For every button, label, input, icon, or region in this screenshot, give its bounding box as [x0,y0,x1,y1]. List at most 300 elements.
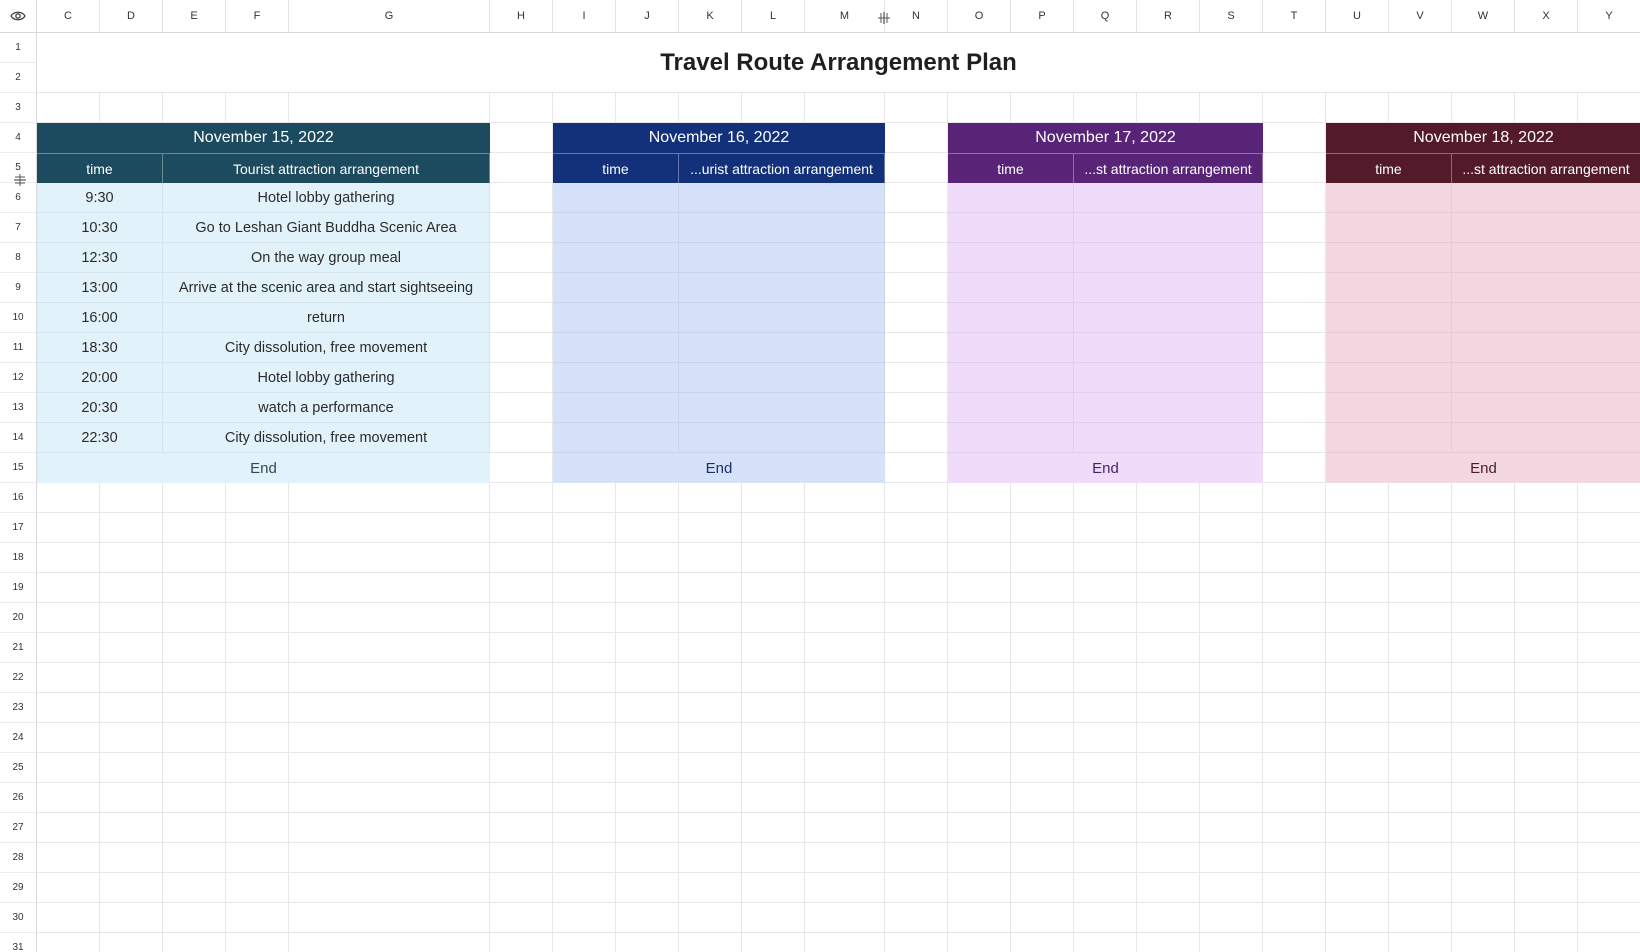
schedule-activity-cell[interactable] [679,333,885,363]
grid-cell[interactable] [490,333,553,363]
grid-cell[interactable] [490,423,553,453]
grid-cell[interactable] [553,933,616,952]
grid-cell[interactable] [1578,543,1640,573]
grid-cell[interactable] [1011,693,1074,723]
grid-cell[interactable] [1200,843,1263,873]
grid-cell[interactable] [1389,633,1452,663]
grid-cell[interactable] [885,513,948,543]
grid-cell[interactable] [1452,573,1515,603]
schedule-activity-cell[interactable]: On the way group meal [163,243,490,273]
schedule-time-cell[interactable] [948,273,1074,303]
grid-cell[interactable] [1263,273,1326,303]
grid-cell[interactable] [37,573,100,603]
schedule-time-cell[interactable] [553,363,679,393]
grid-cell[interactable] [742,933,805,952]
grid-cell[interactable] [1011,903,1074,933]
grid-cell[interactable] [490,723,553,753]
grid-cell[interactable] [37,93,100,123]
grid-cell[interactable] [1263,123,1326,153]
grid-cell[interactable] [553,513,616,543]
schedule-activity-cell[interactable] [1074,183,1263,213]
grid-cell[interactable] [1326,543,1389,573]
day-date-header[interactable]: November 18, 2022 [1326,123,1640,153]
grid-cell[interactable] [1389,903,1452,933]
schedule-time-cell[interactable] [1326,363,1452,393]
grid-cell[interactable] [1011,933,1074,952]
column-header-r[interactable]: R [1137,0,1200,33]
grid-cell[interactable] [226,873,289,903]
grid-cell[interactable] [226,783,289,813]
grid-cell[interactable] [948,813,1011,843]
grid-cell[interactable] [100,903,163,933]
grid-cell[interactable] [1074,813,1137,843]
grid-cell[interactable] [1389,873,1452,903]
schedule-activity-cell[interactable] [1452,423,1640,453]
grid-cell[interactable] [1200,513,1263,543]
grid-cell[interactable] [100,933,163,952]
grid-cell[interactable] [289,543,490,573]
grid-cell[interactable] [1137,903,1200,933]
grid-cell[interactable] [1326,573,1389,603]
grid-cell[interactable] [1326,843,1389,873]
schedule-time-cell[interactable] [1326,213,1452,243]
grid-cell[interactable] [948,543,1011,573]
grid-cell[interactable] [1452,753,1515,783]
row-header-18[interactable]: 18 [0,543,37,573]
activity-column-header[interactable]: ...urist attraction arrangement [679,153,885,183]
schedule-time-cell[interactable] [553,423,679,453]
grid-cell[interactable] [1515,723,1578,753]
grid-cell[interactable] [1263,183,1326,213]
grid-cell[interactable] [742,93,805,123]
grid-cell[interactable] [616,843,679,873]
row-header-21[interactable]: 21 [0,633,37,663]
grid-cell[interactable] [742,843,805,873]
grid-cell[interactable] [1452,513,1515,543]
schedule-time-cell[interactable]: 13:00 [37,273,163,303]
grid-cell[interactable] [100,753,163,783]
grid-cell[interactable] [679,903,742,933]
row-header-31[interactable]: 31 [0,933,37,952]
grid-cell[interactable] [742,633,805,663]
grid-cell[interactable] [885,183,948,213]
grid-cell[interactable] [1011,573,1074,603]
eye-icon[interactable] [10,10,26,22]
grid-cell[interactable] [805,933,885,952]
grid-cell[interactable] [37,693,100,723]
grid-cell[interactable] [1389,843,1452,873]
grid-cell[interactable] [1074,633,1137,663]
grid-cell[interactable] [616,603,679,633]
grid-cell[interactable] [490,513,553,543]
schedule-time-cell[interactable] [948,333,1074,363]
grid-cell[interactable] [490,483,553,513]
grid-cell[interactable] [948,633,1011,663]
row-header-13[interactable]: 13 [0,393,37,423]
grid-cell[interactable] [1452,903,1515,933]
grid-cell[interactable] [1137,933,1200,952]
grid-cell[interactable] [1137,843,1200,873]
grid-cell[interactable] [885,363,948,393]
grid-cell[interactable] [885,903,948,933]
grid-cell[interactable] [100,633,163,663]
grid-cell[interactable] [163,513,226,543]
grid-cell[interactable] [37,873,100,903]
grid-cell[interactable] [289,603,490,633]
schedule-time-cell[interactable]: 12:30 [37,243,163,273]
schedule-activity-cell[interactable] [1452,363,1640,393]
grid-cell[interactable] [805,693,885,723]
grid-cell[interactable] [885,453,948,483]
grid-cell[interactable] [885,213,948,243]
grid-cell[interactable] [1200,663,1263,693]
grid-cell[interactable] [1389,723,1452,753]
column-resize-icon[interactable] [877,11,891,27]
grid-cell[interactable] [1326,93,1389,123]
grid-cell[interactable] [1515,93,1578,123]
schedule-activity-cell[interactable] [1074,363,1263,393]
column-header-d[interactable]: D [100,0,163,33]
grid-cell[interactable] [226,633,289,663]
grid-cell[interactable] [1011,543,1074,573]
time-column-header[interactable]: time [37,153,163,183]
grid-cell[interactable] [1200,573,1263,603]
schedule-activity-cell[interactable] [1074,213,1263,243]
grid-cell[interactable] [490,573,553,603]
grid-cell[interactable] [1578,903,1640,933]
grid-cell[interactable] [226,933,289,952]
grid-cell[interactable] [1515,483,1578,513]
grid-cell[interactable] [100,783,163,813]
grid-cell[interactable] [1137,873,1200,903]
grid-cell[interactable] [742,573,805,603]
grid-cell[interactable] [1326,903,1389,933]
grid-cell[interactable] [1326,693,1389,723]
grid-cell[interactable] [679,843,742,873]
grid-cell[interactable] [1515,783,1578,813]
grid-cell[interactable] [1452,483,1515,513]
row-header-1[interactable]: 1 [0,33,37,63]
grid-cell[interactable] [1263,723,1326,753]
grid-cell[interactable] [1263,363,1326,393]
grid-cell[interactable] [1326,633,1389,663]
grid-cell[interactable] [163,483,226,513]
grid-cell[interactable] [490,693,553,723]
grid-cell[interactable] [1515,663,1578,693]
grid-cell[interactable] [37,843,100,873]
grid-cell[interactable] [553,903,616,933]
grid-cell[interactable] [163,603,226,633]
grid-cell[interactable] [948,483,1011,513]
schedule-activity-cell[interactable] [679,183,885,213]
grid-cell[interactable] [490,873,553,903]
grid-cell[interactable] [1137,543,1200,573]
grid-cell[interactable] [885,633,948,663]
grid-cell[interactable] [553,483,616,513]
grid-cell[interactable] [1389,573,1452,603]
grid-cell[interactable] [1200,873,1263,903]
grid-cell[interactable] [163,633,226,663]
row-header-7[interactable]: 7 [0,213,37,243]
grid-cell[interactable] [742,783,805,813]
schedule-time-cell[interactable] [1326,273,1452,303]
grid-cell[interactable] [1326,723,1389,753]
column-header-p[interactable]: P [1011,0,1074,33]
grid-cell[interactable] [163,933,226,952]
grid-cell[interactable] [885,423,948,453]
grid-cell[interactable] [1515,753,1578,783]
grid-cell[interactable] [1074,723,1137,753]
row-header-17[interactable]: 17 [0,513,37,543]
row-header-28[interactable]: 28 [0,843,37,873]
grid-cell[interactable] [289,843,490,873]
schedule-activity-cell[interactable] [679,273,885,303]
grid-cell[interactable] [289,783,490,813]
grid-cell[interactable] [948,933,1011,952]
grid-cell[interactable] [885,873,948,903]
schedule-time-cell[interactable] [948,303,1074,333]
grid-cell[interactable] [100,543,163,573]
row-header-20[interactable]: 20 [0,603,37,633]
schedule-time-cell[interactable] [948,183,1074,213]
grid-cell[interactable] [1389,663,1452,693]
grid-cell[interactable] [948,843,1011,873]
schedule-activity-cell[interactable] [679,393,885,423]
grid-cell[interactable] [885,933,948,952]
grid-cell[interactable] [742,903,805,933]
grid-cell[interactable] [100,663,163,693]
schedule-activity-cell[interactable] [1452,183,1640,213]
grid-cell[interactable] [1578,603,1640,633]
grid-cell[interactable] [226,483,289,513]
grid-cell[interactable] [1263,303,1326,333]
grid-cell[interactable] [742,723,805,753]
schedule-activity-cell[interactable] [1074,243,1263,273]
grid-cell[interactable] [1011,783,1074,813]
grid-cell[interactable] [1389,93,1452,123]
column-header-k[interactable]: K [679,0,742,33]
grid-cell[interactable] [1326,753,1389,783]
select-all-corner[interactable] [0,0,37,33]
grid-cell[interactable] [490,93,553,123]
column-header-h[interactable]: H [490,0,553,33]
schedule-activity-cell[interactable]: Hotel lobby gathering [163,183,490,213]
grid-cell[interactable] [289,663,490,693]
grid-cell[interactable] [490,543,553,573]
grid-cell[interactable] [553,813,616,843]
schedule-time-cell[interactable] [948,213,1074,243]
grid-cell[interactable] [1137,813,1200,843]
grid-cell[interactable] [1074,933,1137,952]
schedule-time-cell[interactable] [553,243,679,273]
schedule-time-cell[interactable] [553,333,679,363]
grid-cell[interactable] [1578,573,1640,603]
row-header-2[interactable]: 2 [0,63,37,93]
grid-cell[interactable] [1137,573,1200,603]
grid-cell[interactable] [1452,693,1515,723]
grid-cell[interactable] [490,123,553,153]
grid-cell[interactable] [948,873,1011,903]
grid-cell[interactable] [948,903,1011,933]
grid-cell[interactable] [1137,753,1200,783]
grid-cell[interactable] [490,783,553,813]
schedule-time-cell[interactable] [553,393,679,423]
grid-cell[interactable] [742,603,805,633]
grid-cell[interactable] [490,603,553,633]
grid-cell[interactable] [163,573,226,603]
grid-cell[interactable] [1074,603,1137,633]
grid-cell[interactable] [1074,573,1137,603]
grid-cell[interactable] [163,693,226,723]
grid-cell[interactable] [37,813,100,843]
grid-cell[interactable] [679,573,742,603]
grid-cell[interactable] [885,783,948,813]
grid-cell[interactable] [490,243,553,273]
grid-cell[interactable] [1137,513,1200,543]
grid-cell[interactable] [490,453,553,483]
grid-cell[interactable] [1389,693,1452,723]
grid-cell[interactable] [1263,663,1326,693]
grid-cell[interactable] [289,573,490,603]
grid-cell[interactable] [1011,603,1074,633]
grid-cell[interactable] [490,363,553,393]
grid-cell[interactable] [1515,573,1578,603]
day-end-row[interactable]: End [37,453,490,483]
grid-cell[interactable] [490,213,553,243]
grid-cell[interactable] [1263,603,1326,633]
grid-cell[interactable] [1011,483,1074,513]
sheet-title[interactable]: Travel Route Arrangement Plan [37,33,1640,93]
grid-cell[interactable] [163,873,226,903]
grid-cell[interactable] [616,573,679,603]
column-header-u[interactable]: U [1326,0,1389,33]
grid-cell[interactable] [885,693,948,723]
grid-cell[interactable] [1074,843,1137,873]
row-header-26[interactable]: 26 [0,783,37,813]
column-header-c[interactable]: C [37,0,100,33]
grid-cell[interactable] [37,603,100,633]
schedule-time-cell[interactable] [553,213,679,243]
grid-cell[interactable] [1137,93,1200,123]
grid-cell[interactable] [616,543,679,573]
grid-cell[interactable] [1074,663,1137,693]
schedule-activity-cell[interactable] [1074,303,1263,333]
grid-cell[interactable] [805,813,885,843]
grid-cell[interactable] [679,633,742,663]
grid-cell[interactable] [490,153,553,183]
grid-cell[interactable] [1326,603,1389,633]
grid-cell[interactable] [553,573,616,603]
grid-cell[interactable] [679,693,742,723]
grid-cell[interactable] [1578,513,1640,543]
grid-cell[interactable] [616,663,679,693]
grid-cell[interactable] [1263,933,1326,952]
schedule-activity-cell[interactable] [1074,273,1263,303]
grid-cell[interactable] [1515,513,1578,543]
time-column-header[interactable]: time [1326,153,1452,183]
grid-cell[interactable] [679,543,742,573]
grid-cell[interactable] [948,573,1011,603]
grid-cell[interactable] [226,513,289,543]
grid-cell[interactable] [289,933,490,952]
grid-cell[interactable] [1263,873,1326,903]
grid-cell[interactable] [616,513,679,543]
grid-cell[interactable] [163,93,226,123]
row-header-29[interactable]: 29 [0,873,37,903]
grid-cell[interactable] [1326,483,1389,513]
grid-cell[interactable] [1011,753,1074,783]
row-header-4[interactable]: 4 [0,123,37,153]
schedule-activity-cell[interactable]: Arrive at the scenic area and start sightseeing [163,273,490,303]
grid-cell[interactable] [1074,753,1137,783]
grid-cell[interactable] [1578,933,1640,952]
grid-cell[interactable] [226,813,289,843]
grid-cell[interactable] [289,693,490,723]
grid-cell[interactable] [1263,213,1326,243]
grid-cell[interactable] [490,903,553,933]
grid-cell[interactable] [1137,633,1200,663]
grid-cell[interactable] [163,723,226,753]
grid-cell[interactable] [1263,453,1326,483]
grid-cell[interactable] [742,513,805,543]
grid-cell[interactable] [1263,93,1326,123]
grid-cell[interactable] [100,693,163,723]
grid-cell[interactable] [1074,483,1137,513]
schedule-time-cell[interactable] [1326,423,1452,453]
schedule-activity-cell[interactable] [679,423,885,453]
grid-cell[interactable] [616,633,679,663]
column-header-s[interactable]: S [1200,0,1263,33]
schedule-activity-cell[interactable] [1074,423,1263,453]
schedule-time-cell[interactable] [1326,303,1452,333]
column-header-n[interactable]: N [885,0,948,33]
column-header-w[interactable]: W [1452,0,1515,33]
grid-cell[interactable] [1074,513,1137,543]
grid-cell[interactable] [37,483,100,513]
column-header-l[interactable]: L [742,0,805,33]
schedule-activity-cell[interactable]: watch a performance [163,393,490,423]
schedule-activity-cell[interactable] [1452,303,1640,333]
grid-cell[interactable] [885,813,948,843]
schedule-activity-cell[interactable] [1452,273,1640,303]
grid-cell[interactable] [1389,603,1452,633]
grid-cell[interactable] [553,723,616,753]
schedule-time-cell[interactable]: 22:30 [37,423,163,453]
grid-cell[interactable] [289,513,490,543]
grid-cell[interactable] [553,93,616,123]
grid-cell[interactable] [1137,783,1200,813]
grid-cell[interactable] [1263,813,1326,843]
grid-cell[interactable] [1578,93,1640,123]
grid-cell[interactable] [100,813,163,843]
grid-cell[interactable] [1326,783,1389,813]
grid-cell[interactable] [948,513,1011,543]
grid-cell[interactable] [1515,693,1578,723]
grid-cell[interactable] [1326,513,1389,543]
grid-cell[interactable] [490,813,553,843]
grid-cell[interactable] [805,873,885,903]
grid-cell[interactable] [1137,723,1200,753]
grid-cell[interactable] [1452,843,1515,873]
grid-cell[interactable] [616,813,679,843]
grid-cell[interactable] [553,873,616,903]
grid-cell[interactable] [1452,633,1515,663]
schedule-activity-cell[interactable]: Hotel lobby gathering [163,363,490,393]
schedule-time-cell[interactable] [948,423,1074,453]
schedule-activity-cell[interactable] [1074,333,1263,363]
row-header-24[interactable]: 24 [0,723,37,753]
grid-cell[interactable] [1011,513,1074,543]
